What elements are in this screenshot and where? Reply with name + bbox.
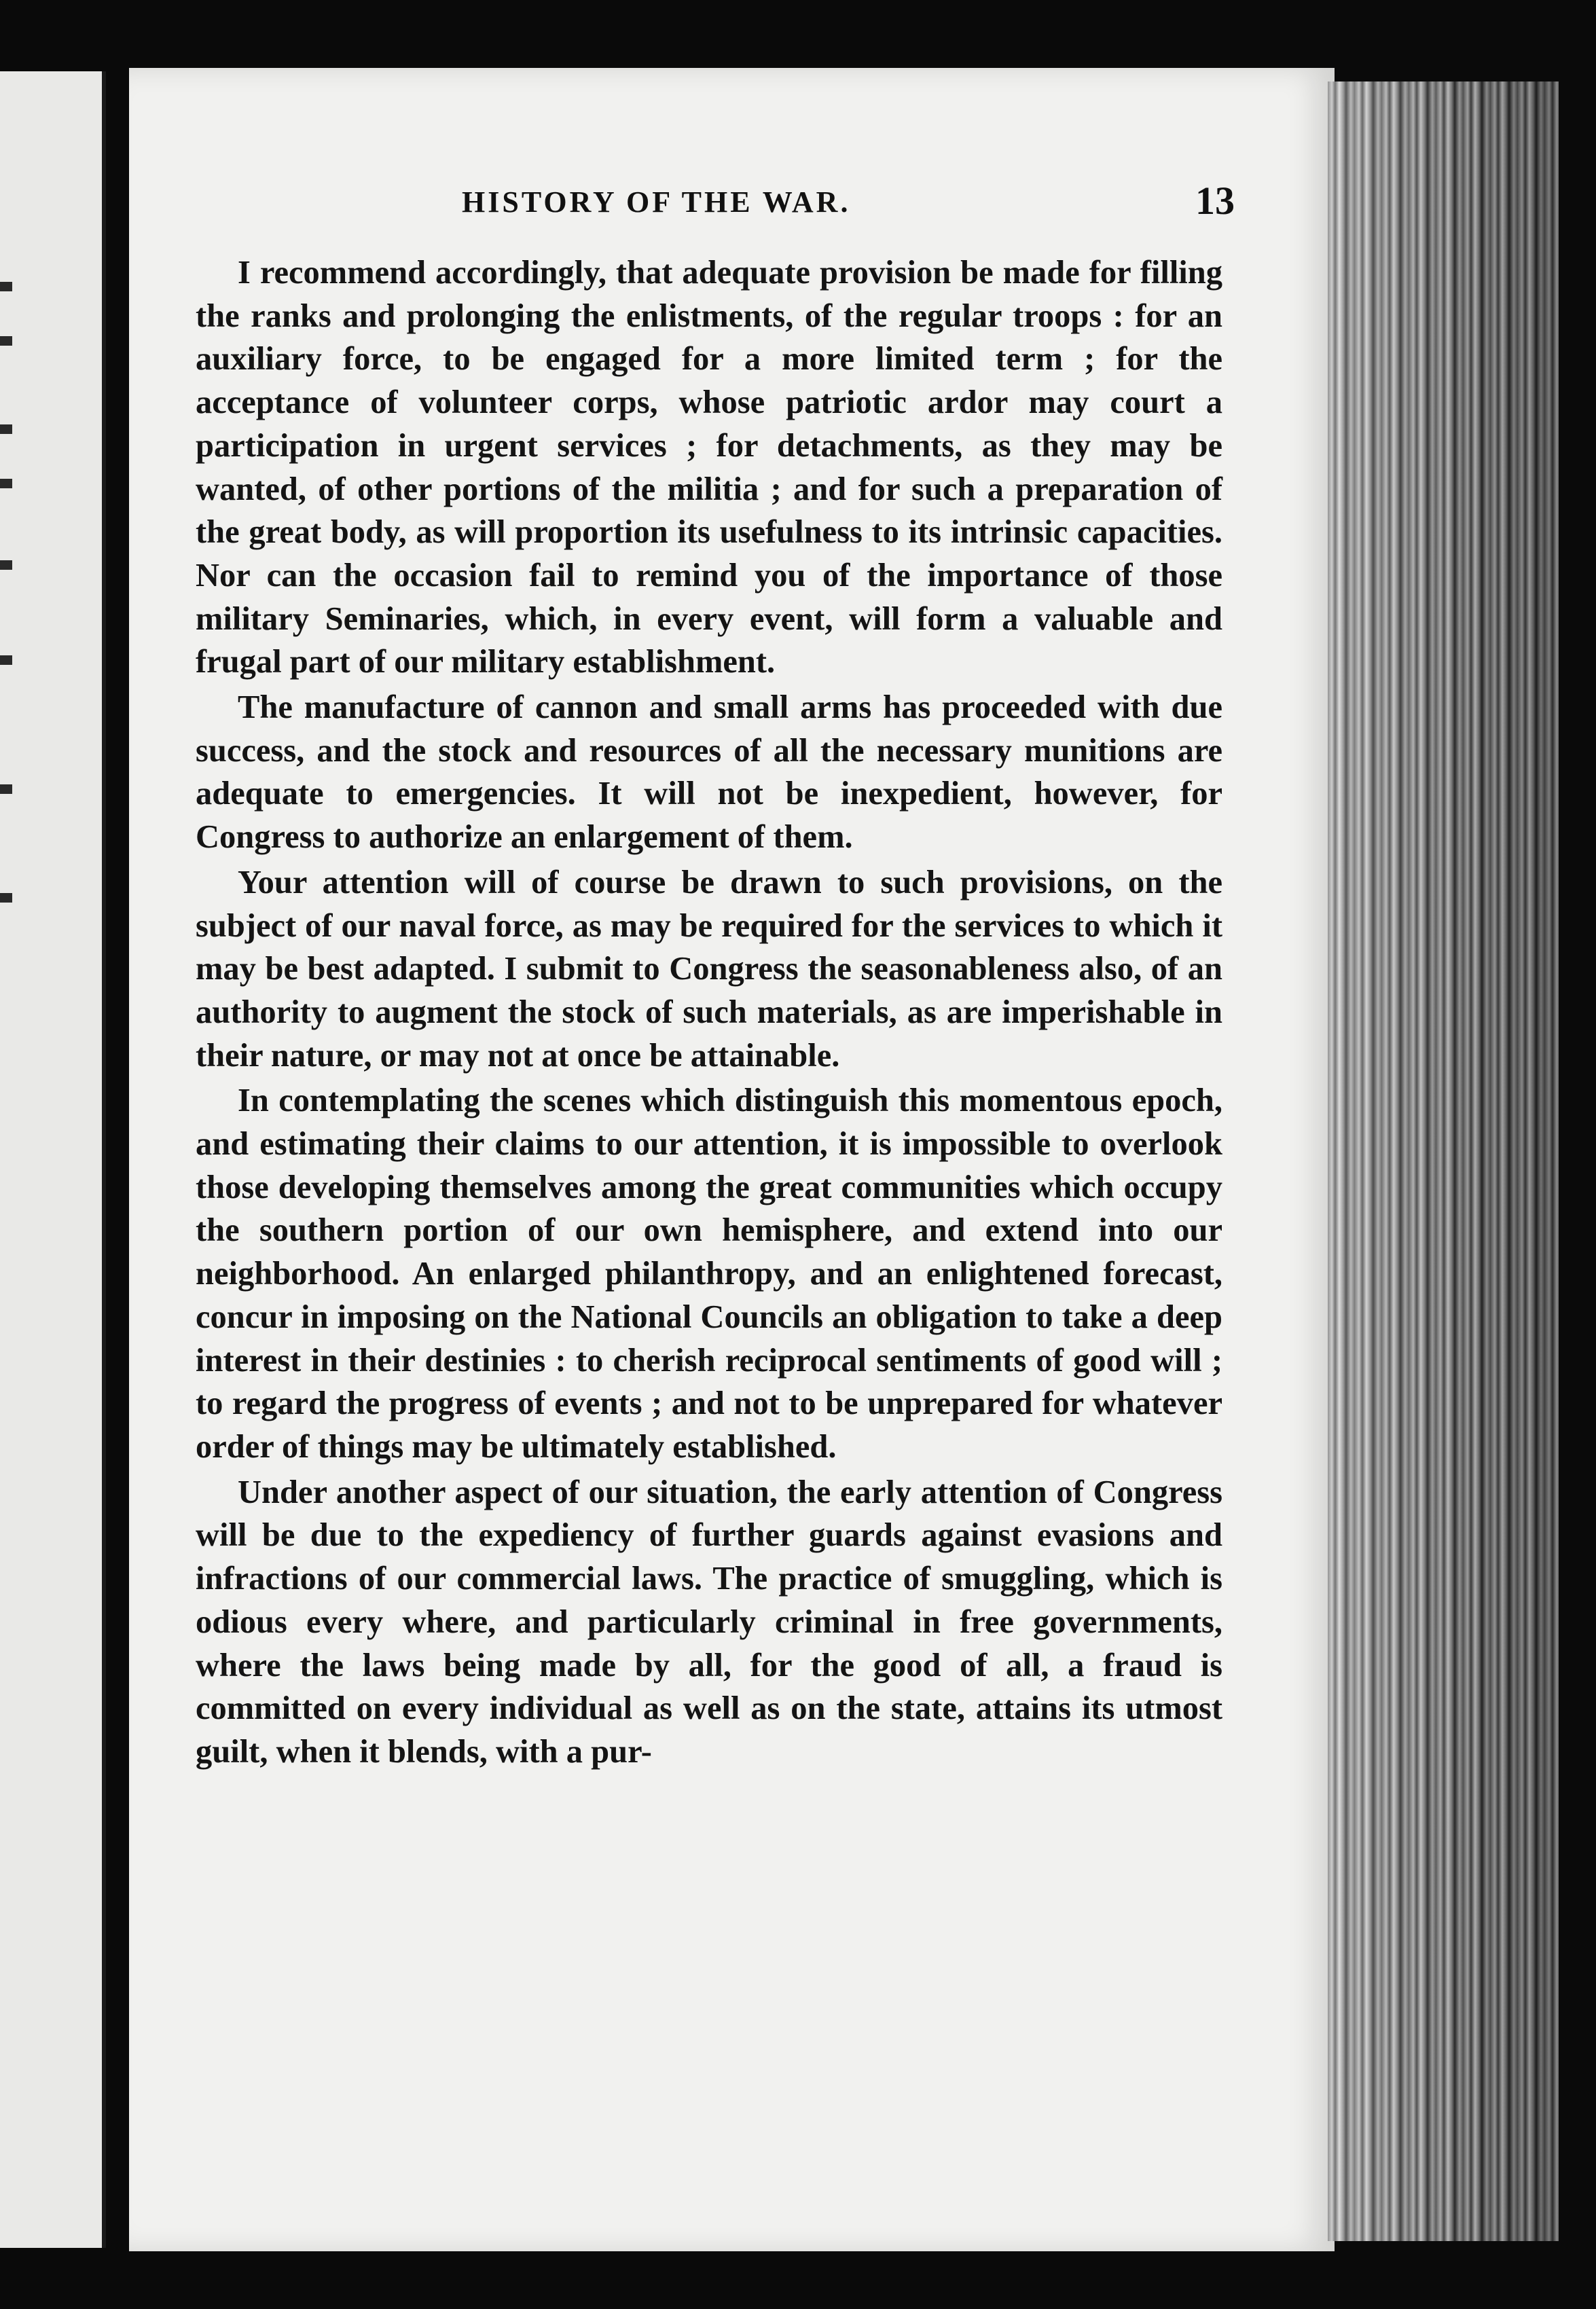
paragraph: I recommend accordingly, that adequate provision be made for filling the ranks and prolonging the enlistments, of the regular troops : for an auxiliary force, to be engaged for a more limited term ; for the acceptance of volunteer corps, whose patriotic ardor may court a participation in urgent services ; for detachments, as they may be wanted, of other portions of the militia ; and for such a preparation of the great body, as will proportion its usefulness to its intrinsic capacities. Nor can the occasion fail to remind you of the importance of those military Seminaries, which, in every event, will form a valuable and frugal part of our military establishment. (196, 255, 1222, 680)
running-title: HISTORY OF THE WAR. (462, 185, 851, 219)
facing-page-edge (0, 71, 106, 2248)
body-text (196, 251, 1222, 1774)
margin-mark (0, 655, 12, 665)
margin-mark (0, 893, 12, 903)
paragraph: In contemplating the scenes which distinguish this momentous epoch, and estimating their claims to our attention, it is impossible to overlook those developing themselves among the great communities which occupy the southern portion of our own hemisphere, and extend into our neighborhood. An enlarged philanthropy, and an enlightened forecast, concur in imposing on the National Councils an obligation to take a deep interest in their destinies : to cherish reciprocal sentiments of good will ; to regard the progress of events ; and not to be unprepared for whatever order of things may be ultimately established. (196, 1083, 1222, 1465)
paragraph: Under another aspect of our situation, the early attention of Congress will be due to the expediency of further guards against evasions and infractions of our commercial laws. The practice of smuggling, which is odious every where, and particularly criminal in free governments, where the laws being made by all, for the good of all, a fraud is committed on every individual as well as on the state, attains its utmost guilt, when it blends, with a pur- (196, 1474, 1222, 1770)
margin-mark (0, 424, 12, 434)
margin-mark (0, 336, 12, 346)
margin-mark (0, 784, 12, 794)
running-head (197, 178, 1235, 232)
margin-mark (0, 479, 12, 488)
margin-mark (0, 282, 12, 291)
paragraph: Your attention will of course be drawn to such provisions, on the subject of our naval force, as may be required for the services to which it may be best adapted. I submit to Congress the seasonableness also, of an authority to augment the stock of such materials, as are imperishable in their nature, or may not at once be attainable. (196, 864, 1222, 1074)
page-block-edge (1328, 81, 1559, 2241)
paragraph: The manufacture of cannon and small arms has proceeded with due success, and the stock and resources of all the necessary munitions are adequate to emergencies. It will not be inexpedient, however, for Congress to authorize an enlargement of them. (196, 689, 1222, 856)
margin-mark (0, 560, 12, 570)
page-number: 13 (1195, 179, 1235, 223)
